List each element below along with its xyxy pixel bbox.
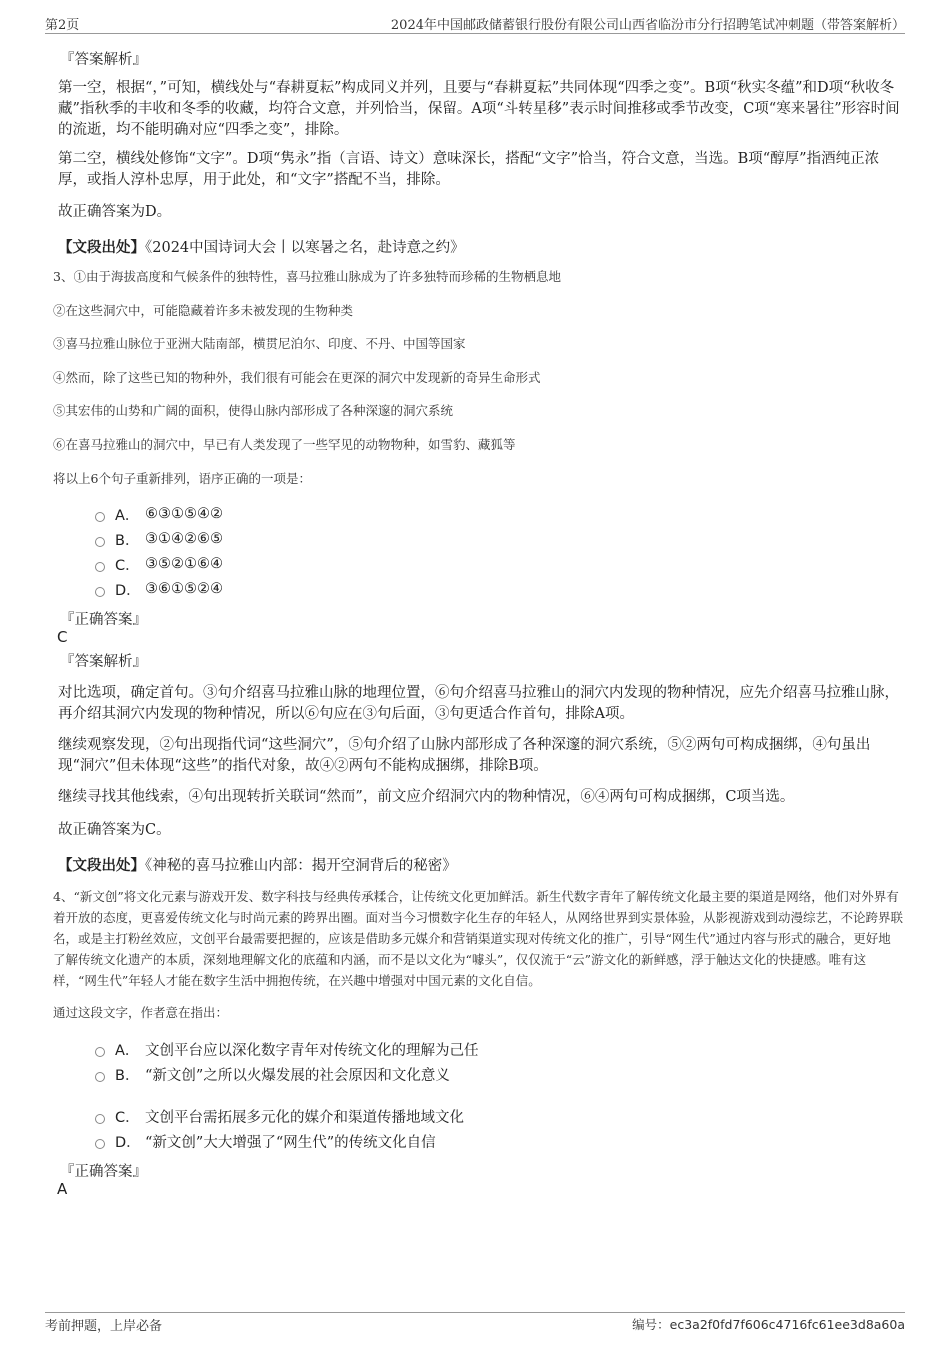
radio-icon[interactable] — [95, 587, 105, 597]
document-title: 2024年中国邮政储蓄银行股份有限公司山西省临汾市分行招聘笔试冲刺题（带答案解析） — [390, 18, 905, 33]
option-text: ③⑤②①⑥④ — [145, 556, 223, 572]
q3-sentence-3: ③喜马拉雅山脉位于亚洲大陆南部，横贯尼泊尔、印度、不丹、中国等国家 — [53, 336, 466, 351]
option-key: A． — [115, 507, 140, 524]
q4-prompt: 通过这段文字，作者意在指出： — [53, 1005, 229, 1020]
q2-analysis-p2: 第二空，横线处修饰“文字”。D项“隽永”指（言语、诗文）意味深长，搭配“文字”恰当，符合文意，当选。B项“醇厚”指酒纯正浓厚，或指人淳朴忠厚，用于此处，和“文字”搭配不当，排除。 — [58, 151, 880, 188]
q3-option-b[interactable] — [95, 528, 223, 550]
q3-sentence-5: ⑤其宏伟的山势和广阔的面积，使得山脉内部形成了各种深邃的洞穴系统 — [53, 403, 454, 418]
q3-source — [58, 854, 457, 875]
q4-answer-label: 『正确答案』 — [60, 1164, 147, 1180]
radio-icon[interactable] — [95, 1139, 105, 1149]
q3-option-d[interactable] — [95, 578, 223, 600]
q3-source-label: 【文段出处】 — [58, 857, 145, 874]
option-text: “新文创”之所以火爆发展的社会原因和文化意义 — [145, 1067, 450, 1084]
option-key: D． — [115, 582, 141, 599]
radio-icon[interactable] — [95, 1047, 105, 1057]
q4-option-b[interactable] — [95, 1063, 450, 1085]
q3-analysis-p4: 故正确答案为C。 — [58, 822, 171, 838]
page-number: 第2页 — [45, 18, 80, 33]
radio-icon[interactable] — [95, 562, 105, 572]
option-key: D． — [115, 1134, 141, 1151]
q2-source-label: 【文段出处】 — [58, 239, 145, 256]
option-key: A． — [115, 1042, 140, 1059]
option-key: C． — [115, 1109, 140, 1126]
q2-analysis-label: 『答案解析』 — [60, 52, 147, 68]
radio-icon[interactable] — [95, 512, 105, 522]
q3-analysis-p2: 继续观察发现，②句出现指代词“这些洞穴”，⑤句介绍了山脉内部形成了各种深邃的洞穴系统，⑤②两句可构成捆绑，④句虽出现“洞穴”但未体现“这些”的指代对象，故④②两句不能构成捆绑，排除B项。 — [58, 737, 871, 774]
option-text: 文创平台需拓展多元化的媒介和渠道传播地域文化 — [145, 1109, 464, 1126]
q3-answer-label: 『正确答案』 — [60, 612, 147, 628]
footer-serial: 编号：ec3a2f0fd7f606c4716fc61ee3d8a60a — [632, 1317, 905, 1332]
q3-sentence-2: ②在这些洞穴中，可能隐藏着许多未被发现的生物种类 — [53, 303, 354, 318]
q4-option-c[interactable] — [95, 1105, 464, 1127]
q4-answer: A — [57, 1180, 68, 1198]
q3-analysis-label: 『答案解析』 — [60, 654, 147, 670]
q3-analysis-p3: 继续寻找其他线索，④句出现转折关联词“然而”，前文应介绍洞穴内的物种情况，⑥④两句可构成捆绑，C项当选。 — [58, 789, 795, 805]
option-text: “新文创”大大增强了“网生代”的传统文化自信 — [145, 1134, 436, 1151]
q3-sentence-4: ④然而，除了这些已知的物种外，我们很有可能会在更深的洞穴中发现新的奇异生命形式 — [53, 370, 541, 385]
radio-icon[interactable] — [95, 1072, 105, 1082]
radio-icon[interactable] — [95, 537, 105, 547]
option-text: ⑥③①⑤④② — [145, 506, 223, 522]
q3-source-text: 《神秘的喜马拉雅山内部：揭开空洞背后的秘密》 — [145, 858, 457, 874]
option-key: B． — [115, 1067, 140, 1084]
option-text: 文创平台应以深化数字青年对传统文化的理解为己任 — [145, 1042, 479, 1059]
option-text: ③①④②⑥⑤ — [145, 531, 223, 547]
q4-passage: 4、“新文创”将文化元素与游戏开发、数字科技与经典传承糅合，让传统文化更加鲜活。新生代数字青年了解传统文化最主要的渠道是网络，他们对外界有着开放的态度，更喜爱传统文化与时尚元素的跨界出圈。面对当今习惯数字化生存的年轻人，从网络世界到实景体验，从影视游戏到动漫综艺，不论跨界联名，或是主打粉丝效应，文创平台最需要把握的，应该是借助多元媒介和营销渠道实现对传统文化的推广，引导“网生代”通过内容与形式的融合，更好地了解传统文化遗产的本质，深刻地理解文化的底蕴和内涵，而不是以文化为“噱头”，仅仅流于“云”游文化的新鲜感，浮于触达文化的快捷感。唯有这样，“网生代”年轻人才能在数字生活中拥抱传统，在兴趣中增强对中国元素的文化自信。 — [53, 889, 904, 988]
radio-icon[interactable] — [95, 1114, 105, 1124]
footer-slogan: 考前押题，上岸必备 — [45, 1319, 163, 1334]
q2-analysis-p3: 故正确答案为D。 — [58, 204, 172, 220]
header-divider — [45, 33, 905, 34]
q3-analysis-p1: 对比选项，确定首句。③句介绍喜马拉雅山脉的地理位置，⑥句介绍喜马拉雅山的洞穴内发现的物种情况，应先介绍喜马拉雅山脉，再介绍其洞穴内发现的物种情况，所以⑥句应在③句后面，③句更适合作首句，排除A项。 — [58, 685, 899, 722]
q3-sentence-1: 3、①由于海拔高度和气候条件的独特性，喜马拉雅山脉成为了许多独特而珍稀的生物栖息地 — [53, 269, 561, 284]
q3-option-a[interactable] — [95, 503, 223, 525]
footer-divider — [45, 1312, 905, 1313]
option-key: C． — [115, 557, 140, 574]
q3-sentence-6: ⑥在喜马拉雅山的洞穴中，早已有人类发现了一些罕见的动物物种，如雪豹、藏狐等 — [53, 437, 516, 452]
q3-answer: C — [57, 628, 68, 646]
q3-prompt: 将以上6个句子重新排列，语序正确的一项是： — [53, 471, 311, 486]
option-text: ③⑥①⑤②④ — [145, 581, 223, 597]
q2-source — [58, 236, 465, 257]
q3-option-c[interactable] — [95, 553, 223, 575]
q4-option-a[interactable] — [95, 1038, 479, 1060]
q2-source-text: 《2024中国诗词大会丨以寒暑之名，赴诗意之约》 — [145, 240, 465, 256]
option-key: B． — [115, 532, 140, 549]
q4-option-d[interactable] — [95, 1130, 436, 1152]
q2-analysis-p1: 第一空，根据“，”可知，横线处与“春耕夏耘”构成同义并列，且要与“春耕夏耘”共同体现“四季之变”。B项“秋实冬蕴”和D项“秋收冬藏”指秋季的丰收和冬季的收藏，均符合文意，并列恰当，保留。A项“斗转星移”表示时间推移或季节改变，C项“寒来暑往”形容时间的流逝，均不能明确对应“四季之变”，排除。 — [58, 80, 900, 138]
